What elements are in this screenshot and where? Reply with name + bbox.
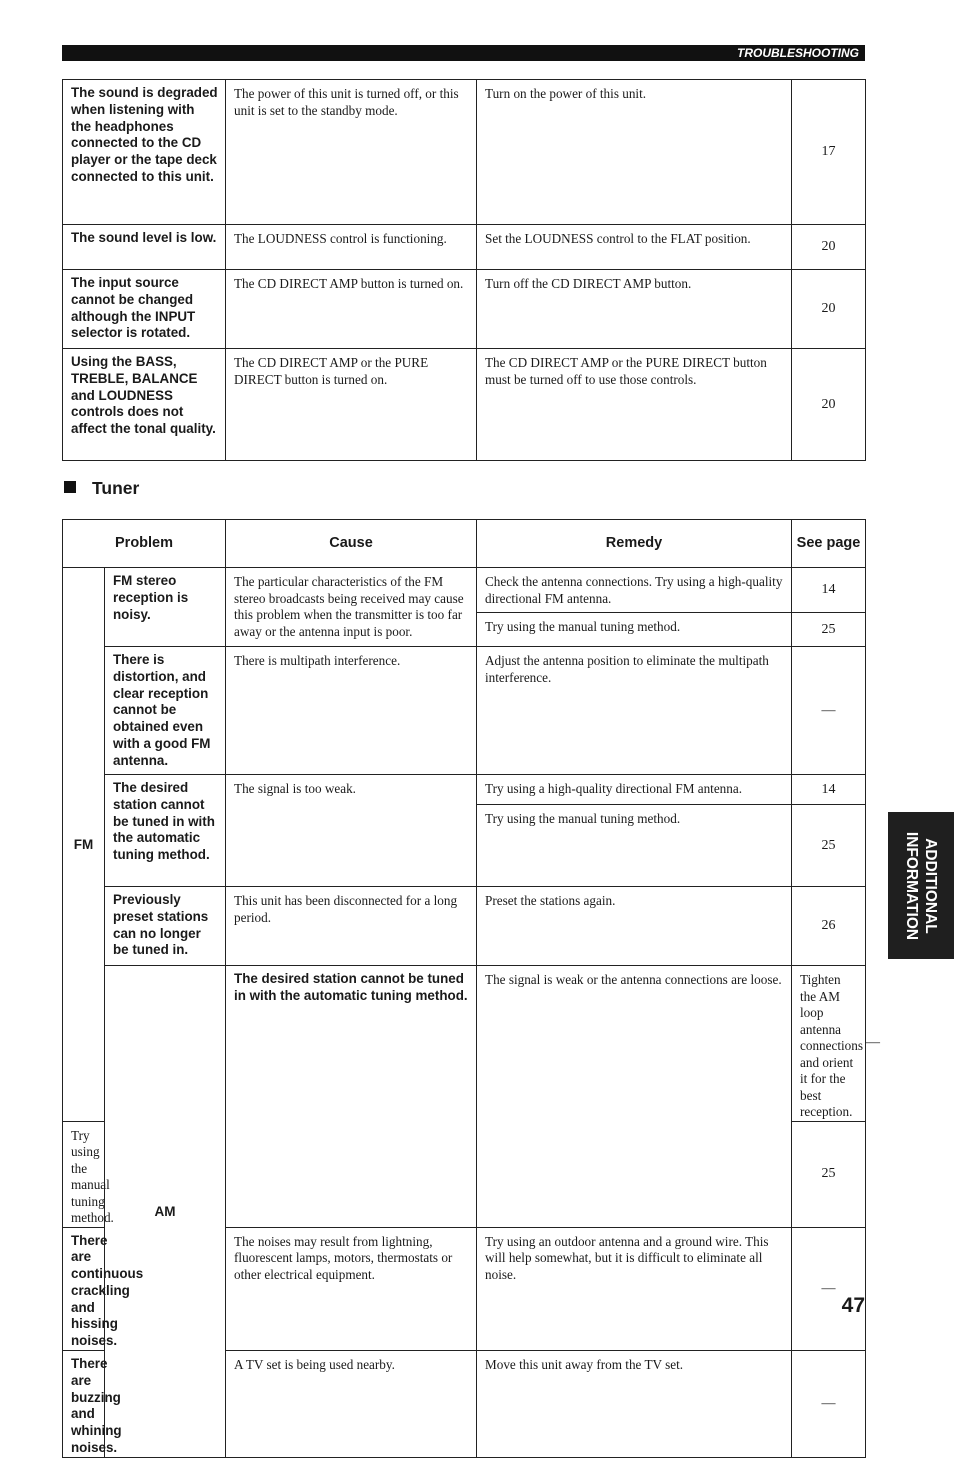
remedy-cell: Try using an outdoor antenna and a ground wire. This will help somewhat, but it is difficult to eliminate all noise. [477,1227,792,1351]
remedy-cell: Tighten the AM loop antenna connections and orient it for the best reception. [792,966,866,1122]
remedy-cell: Try using the manual tuning method. [477,613,792,647]
remedy-cell: Check the antenna connections. Try using a high-quality directional FM antenna. [477,568,792,613]
header-bar [62,45,865,61]
problem-cell: The desired station cannot be tuned in with the automatic tuning method. [105,775,226,887]
cause-cell: The particular characteristics of the FM stereo broadcasts being received may cause this problem when the transmitter is too far away or the antenna input is poor. [226,568,477,647]
table-row [63,349,866,461]
section-title: Tuner [92,478,140,498]
remedy-cell: Set the LOUDNESS control to the FLAT position. [477,225,792,270]
header-title: TROUBLESHOOTING [737,46,859,60]
cause-cell: The power of this unit is turned off, or this unit is set to the standby mode. [226,80,477,225]
cause-cell: The LOUDNESS control is functioning. [226,225,477,270]
problem-cell: Using the BASS, TREBLE, BALANCE and LOUDNESS controls does not affect the tonal quality. [63,349,226,461]
cause-cell: A TV set is being used nearby. [226,1351,477,1458]
side-tab-line1: ADDITIONAL [922,837,939,934]
problem-cell: There are buzzing and whining noises. [63,1351,105,1458]
table-row [63,887,866,966]
section-heading [64,477,139,499]
problem-cell: The sound level is low. [63,225,226,270]
page-cell: 14 [792,775,866,805]
remedy-cell: The CD DIRECT AMP or the PURE DIRECT button must be turned off to use those controls. [477,349,792,461]
problem-cell: Previously preset stations can no longer be tuned in. [105,887,226,966]
page-cell: 17 [792,80,866,225]
group-label-am: AM [105,966,226,1458]
problem-cell: There are continuous crackling and hissing noises. [63,1227,105,1351]
remedy-cell: Try using the manual tuning method. [63,1121,105,1227]
header-remedy: Remedy [477,520,792,568]
page-cell: 25 [792,805,866,887]
remedy-cell: Turn on the power of this unit. [477,80,792,225]
cause-cell: The signal is too weak. [226,775,477,887]
header-cause: Cause [226,520,477,568]
cause-cell: The signal is weak or the antenna connections are loose. [477,966,792,1228]
remedy-cell: Move this unit away from the TV set. [477,1351,792,1458]
page-number: 47 [841,1294,865,1317]
table-row [63,270,866,349]
page-cell: — [792,647,866,775]
remedy-cell: Turn off the CD DIRECT AMP button. [477,270,792,349]
remedy-cell: Adjust the antenna position to eliminate the multipath interference. [477,647,792,775]
table-row [63,775,866,805]
remedy-cell: Try using the manual tuning method. [477,805,792,887]
table-row [63,80,866,225]
header-see-page: See page [792,520,866,568]
troubleshooting-table-tuner [62,519,881,1458]
page-cell: 25 [792,1121,866,1227]
problem-cell: The input source cannot be changed although the INPUT selector is rotated. [63,270,226,349]
table-row [63,225,866,270]
cause-cell: This unit has been disconnected for a long period. [226,887,477,966]
table-row [63,647,866,775]
remedy-cell: Try using a high-quality directional FM antenna. [477,775,792,805]
table-row: AM The desired station cannot be tuned in with the automatic tuning method. The signal is weak or the antenna connections are loose. Tighten the AM loop antenna connections and orient it for the best reception. — [63,966,866,1122]
group-label-fm: FM [63,568,105,1122]
page-cell: 25 [792,613,866,647]
page-cell: — [792,1227,866,1351]
remedy-cell: Preset the stations again. [477,887,792,966]
side-tab-line2: INFORMATION [903,831,920,940]
table-row [63,568,866,613]
page-cell: 20 [792,225,866,270]
header-problem: Problem [63,520,226,568]
page-cell: 26 [792,887,866,966]
page-cell: 14 [792,568,866,613]
problem-cell: FM stereo reception is noisy. [105,568,226,647]
page-cell: 20 [792,349,866,461]
problem-cell: The desired station cannot be tuned in with the automatic tuning method. [226,966,477,1228]
problem-cell: There is distortion, and clear reception cannot be obtained even with a good FM antenna. [105,647,226,775]
cause-cell: There is multipath interference. [226,647,477,775]
problem-cell: The sound is degraded when listening with the headphones connected to the CD player or the tape deck connected to this unit. [63,80,226,225]
table-header-row [63,520,866,568]
page-cell: 20 [792,270,866,349]
cause-cell: The CD DIRECT AMP or the PURE DIRECT button is turned on. [226,349,477,461]
troubleshooting-table-general [62,79,866,461]
cause-cell: The noises may result from lightning, fluorescent lamps, motors, thermostats or other electrical equipment. [226,1227,477,1351]
cause-cell: The CD DIRECT AMP button is turned on. [226,270,477,349]
side-tab-additional-information [888,812,954,959]
page-cell: — [792,1351,866,1458]
square-bullet-icon [64,481,76,493]
